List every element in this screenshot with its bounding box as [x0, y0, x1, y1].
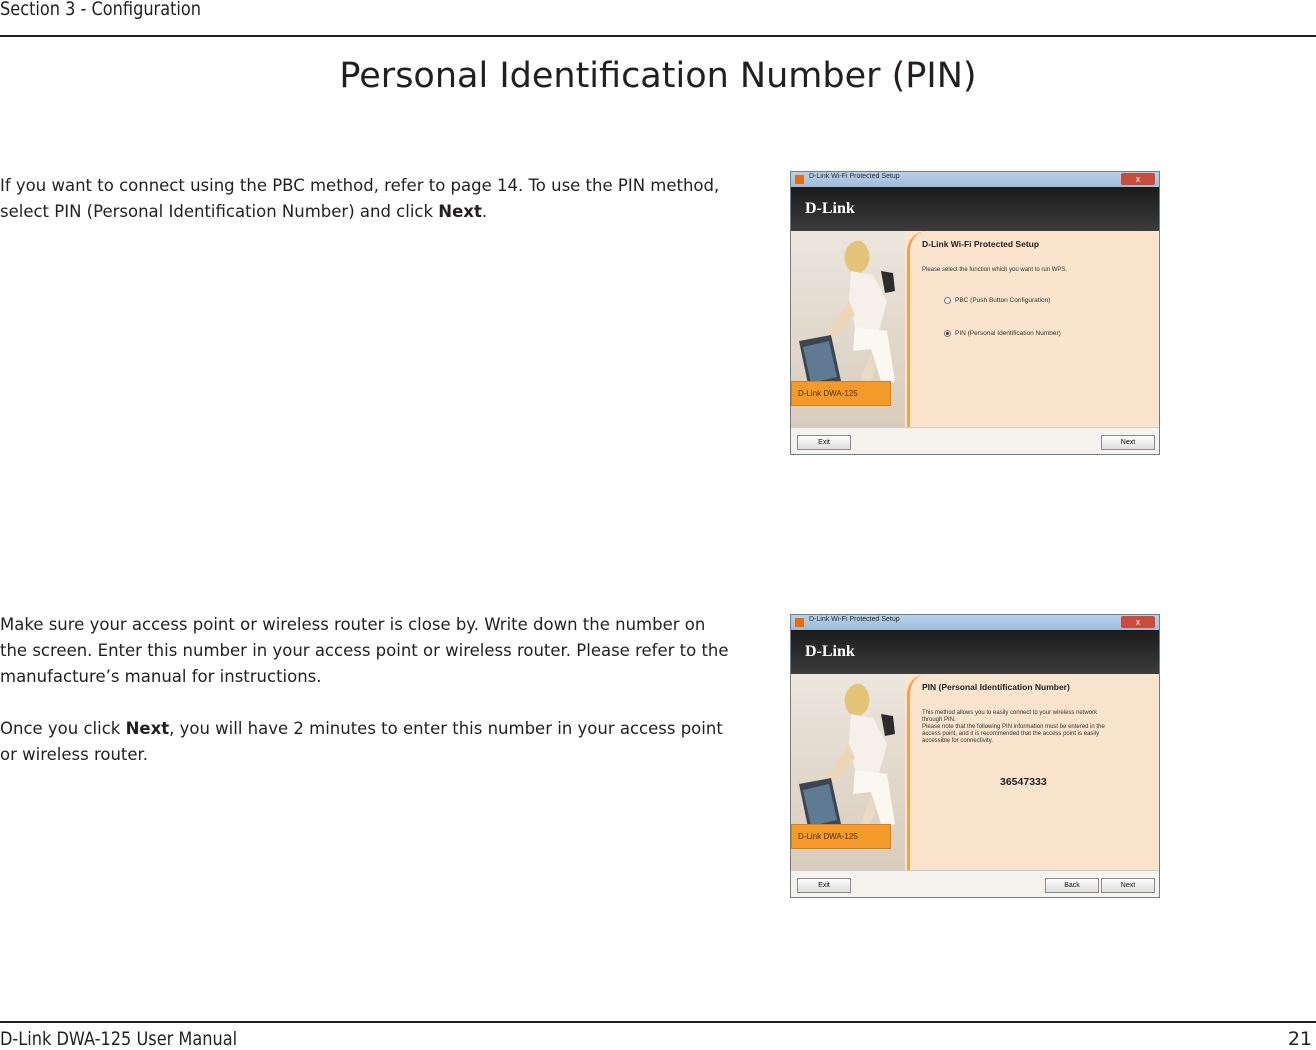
- section-header: Section 3 - Configuration: [0, 0, 202, 20]
- pin-info-panel: [907, 674, 1160, 870]
- wps-heading: D-Link Wi-Fi Protected Setup: [922, 239, 1040, 249]
- pbc-radio[interactable]: [944, 297, 951, 304]
- device-model-tab: D-Link DWA-125: [791, 381, 891, 406]
- pin-info-line5: accessible for connectivity.: [922, 738, 993, 744]
- pin-heading: PIN (Personal Identification Number): [922, 682, 1070, 692]
- button-bar: [791, 427, 1159, 455]
- window-titlebar: [791, 172, 1159, 187]
- timeout-text: Once you click: [0, 719, 126, 738]
- window-title: D-Link Wi-Fi Protected Setup: [809, 173, 900, 180]
- dlink-logo: D-Link: [805, 200, 855, 217]
- timeout-paragraph: [0, 716, 730, 768]
- pin-instructions-paragraph: Make sure your access point or wireless router is close by. Write down the number on the screen. Enter this number in your access point or wireless router. Please refer to the manufacture’s manual for instructions.: [0, 615, 729, 686]
- intro-text: If you want to connect using the PBC method, refer to page 14. To use the PIN method, select PIN (Personal Identification Number) and click: [0, 176, 720, 221]
- wps-instruction: Please select the function which you want to run WPS.: [922, 267, 1068, 273]
- pin-display-screenshot: [790, 614, 1160, 898]
- header-rule: [0, 35, 1316, 37]
- next-button[interactable]: Next: [1101, 435, 1155, 450]
- window-title: D-Link Wi-Fi Protected Setup: [809, 616, 900, 623]
- wps-function-panel: [907, 231, 1160, 427]
- pin-code: 36547333: [1000, 776, 1047, 788]
- pin-option[interactable]: [944, 330, 1061, 337]
- pin-info-line1: This method allows you to easily connect to your wireless network: [922, 710, 1098, 716]
- intro-text-end: .: [481, 202, 488, 221]
- back-button[interactable]: Back: [1045, 878, 1099, 893]
- pin-option-label: PIN (Personal Identification Number): [955, 330, 1061, 338]
- pin-radio[interactable]: [944, 330, 951, 337]
- button-bar: [791, 870, 1159, 898]
- manual-name: D-Link DWA-125 User Manual: [0, 1028, 238, 1050]
- next-button[interactable]: Next: [1101, 878, 1155, 893]
- pin-info-line4: access point, and it is recommended that the access point is easily: [922, 731, 1100, 737]
- pbc-option[interactable]: [944, 297, 1050, 304]
- close-icon[interactable]: x: [1121, 616, 1155, 628]
- dlink-banner: [791, 187, 1159, 231]
- exit-button[interactable]: Exit: [797, 878, 851, 893]
- window-titlebar: [791, 615, 1159, 630]
- page-number: 21: [1287, 1028, 1312, 1050]
- intro-next-emphasis: Next: [438, 202, 482, 221]
- timeout-text-end: , you will have 2 minutes to enter this number in your access point or wireless router.: [0, 719, 723, 764]
- dlink-app-icon: [795, 618, 804, 627]
- dlink-app-icon: [795, 175, 804, 184]
- pbc-option-label: PBC (Push Button Configuration): [955, 297, 1051, 305]
- close-icon[interactable]: x: [1121, 173, 1155, 185]
- exit-button[interactable]: Exit: [797, 435, 851, 450]
- footer-rule: [0, 1021, 1316, 1023]
- intro-paragraph: [0, 173, 730, 225]
- pin-info-line2: through PIN.: [922, 717, 956, 723]
- device-model-tab: D-Link DWA-125: [791, 824, 891, 849]
- dlink-banner: [791, 630, 1159, 674]
- wps-select-screenshot: [790, 171, 1160, 455]
- page-title: Personal Identification Number (PIN): [339, 56, 977, 96]
- dlink-logo: D-Link: [805, 643, 855, 660]
- pin-info-line3: Please note that the following PIN information must be entered in the: [922, 724, 1105, 730]
- timeout-next-emphasis: Next: [125, 719, 170, 738]
